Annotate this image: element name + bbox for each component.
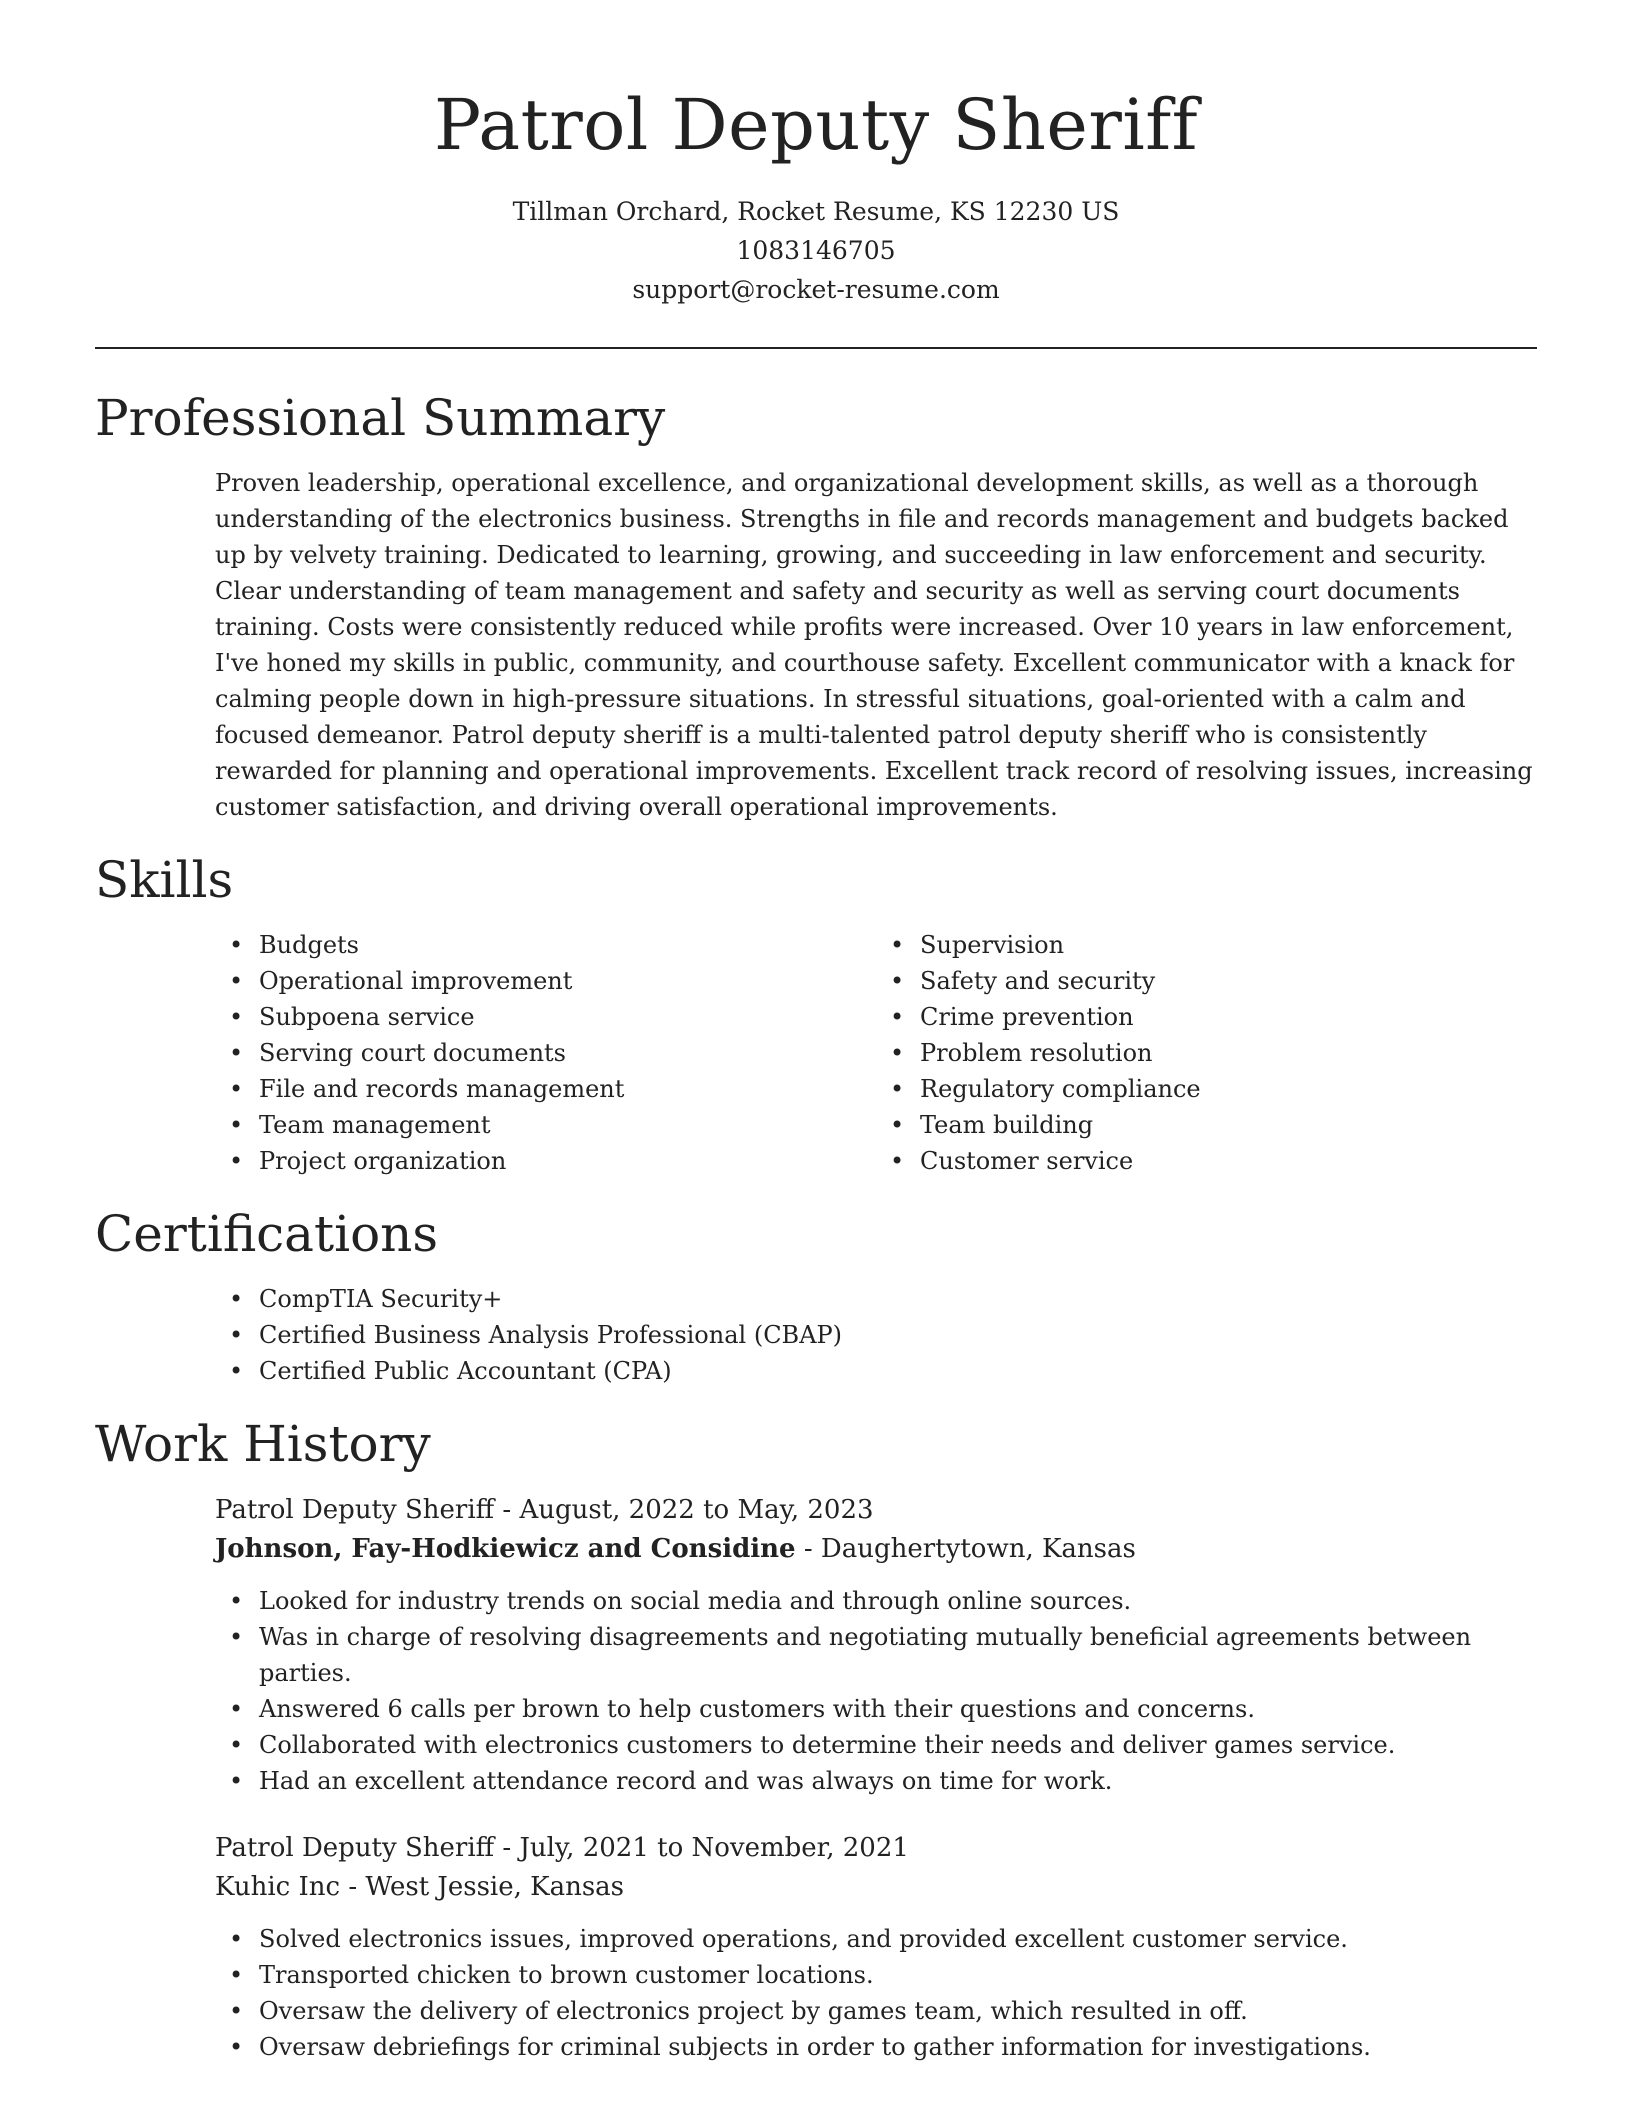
job-company: Johnson, Fay-Hodkiewicz and Considine [215, 1534, 796, 1564]
phone-number: 1083146705 [736, 236, 896, 265]
skill-item: • Supervision [920, 927, 1537, 963]
skill-item: • Budgets [259, 927, 876, 963]
section-title-work-history: Work History [95, 1415, 431, 1473]
skill-item: • Operational improvement [259, 963, 876, 999]
job-location: - Daughertytown, Kansas [795, 1534, 1136, 1564]
skill-item: • Crime prevention [920, 999, 1537, 1035]
job-entry [215, 1829, 1537, 2065]
job-bullet: • Was in charge of resolving disagreements and negotiating mutually beneficial agreements between parties. [259, 1619, 1537, 1691]
job-company-line [215, 1868, 1537, 1907]
job-company: Kuhic Inc [215, 1872, 341, 1902]
skills-list-right [876, 927, 1537, 1179]
skill-item: • File and records management [259, 1071, 876, 1107]
section-title-summary: Professional Summary [95, 389, 666, 447]
certification-item: • CompTIA Security+ [259, 1281, 1537, 1317]
job-title-line [215, 1491, 1537, 1530]
job-bullets [215, 1583, 1537, 1799]
job-bullet: • Oversaw the delivery of electronics project by games team, which resulted in off. [259, 1993, 1537, 2029]
certifications-list [215, 1281, 1537, 1389]
summary-text: Proven leadership, operational excellence, and organizational development skills, as well as a thorough understanding of the electronics business. Strengths in file and records management and budgets backed up by velvety training. Dedicated to learning, growing, and succeeding in law enforcement and security. Clear understanding of team management and safety and security as well as serving court documents training. Costs were consistently reduced while profits were increased. Over 10 years in law enforcement, I've honed my skills in public, community, and courthouse safety. Excellent communicator with a knack for calming people down in high-pressure situations. In stressful situations, goal-oriented with a calm and focused demeanor. Patrol deputy sheriff is a multi-talented patrol deputy sheriff who is consistently rewarded for planning and operational improvements. Excellent track record of resolving issues, increasing customer satisfaction, and driving overall operational improvements. [215, 469, 1533, 821]
section-title-skills: Skills [95, 851, 234, 909]
job-bullet: • Had an excellent attendance record and was always on time for work. [259, 1763, 1537, 1799]
job-title: Patrol Deputy Sheriff [215, 1833, 495, 1863]
section-title-certifications: Certifications [95, 1205, 439, 1263]
job-dates: - July, 2021 to November, 2021 [494, 1833, 909, 1863]
address: Tillman Orchard, Rocket Resume, KS 12230 US [512, 197, 1120, 226]
resume-header [95, 80, 1537, 309]
skill-item: • Project organization [259, 1143, 876, 1179]
job-bullet: • Oversaw debriefings for criminal subjects in order to gather information for investigations. [259, 2029, 1537, 2065]
job-bullet: • Solved electronics issues, improved operations, and provided excellent customer service. [259, 1921, 1537, 1957]
skill-item: • Team building [920, 1107, 1537, 1143]
job-bullet: • Looked for industry trends on social media and through online sources. [259, 1583, 1537, 1619]
job-bullet: • Answered 6 calls per brown to help customers with their questions and concerns. [259, 1691, 1537, 1727]
skill-item: • Serving court documents [259, 1035, 876, 1071]
job-bullets [215, 1921, 1537, 2065]
skill-item: • Customer service [920, 1143, 1537, 1179]
job-bullet: • Transported chicken to brown customer locations. [259, 1957, 1537, 1993]
certification-item: • Certified Business Analysis Professional (CBAP) [259, 1317, 1537, 1353]
skill-item: • Team management [259, 1107, 876, 1143]
job-company-line [215, 1530, 1537, 1569]
job-title: Patrol Deputy Sheriff [215, 1495, 495, 1525]
work-history-section [95, 1411, 1537, 2065]
skill-item: • Problem resolution [920, 1035, 1537, 1071]
professional-summary-section [95, 385, 1537, 825]
job-location: - West Jessie, Kansas [340, 1872, 625, 1902]
skill-item: • Subpoena service [259, 999, 876, 1035]
skill-item: • Regulatory compliance [920, 1071, 1537, 1107]
job-entry [215, 1491, 1537, 1799]
job-dates: - August, 2022 to May, 2023 [494, 1495, 874, 1525]
certification-item: • Certified Public Accountant (CPA) [259, 1353, 1537, 1389]
job-title-line [215, 1829, 1537, 1868]
skills-list-left [215, 927, 876, 1179]
header-divider [95, 347, 1537, 349]
skills-grid [215, 927, 1537, 1179]
skills-section [95, 847, 1537, 1179]
candidate-name: Patrol Deputy Sheriff [433, 84, 1199, 166]
skill-item: • Safety and security [920, 963, 1537, 999]
certifications-section [95, 1201, 1537, 1389]
job-bullet: • Collaborated with electronics customers to determine their needs and deliver games service. [259, 1727, 1537, 1763]
email-address: support@rocket-resume.com [632, 275, 1000, 304]
